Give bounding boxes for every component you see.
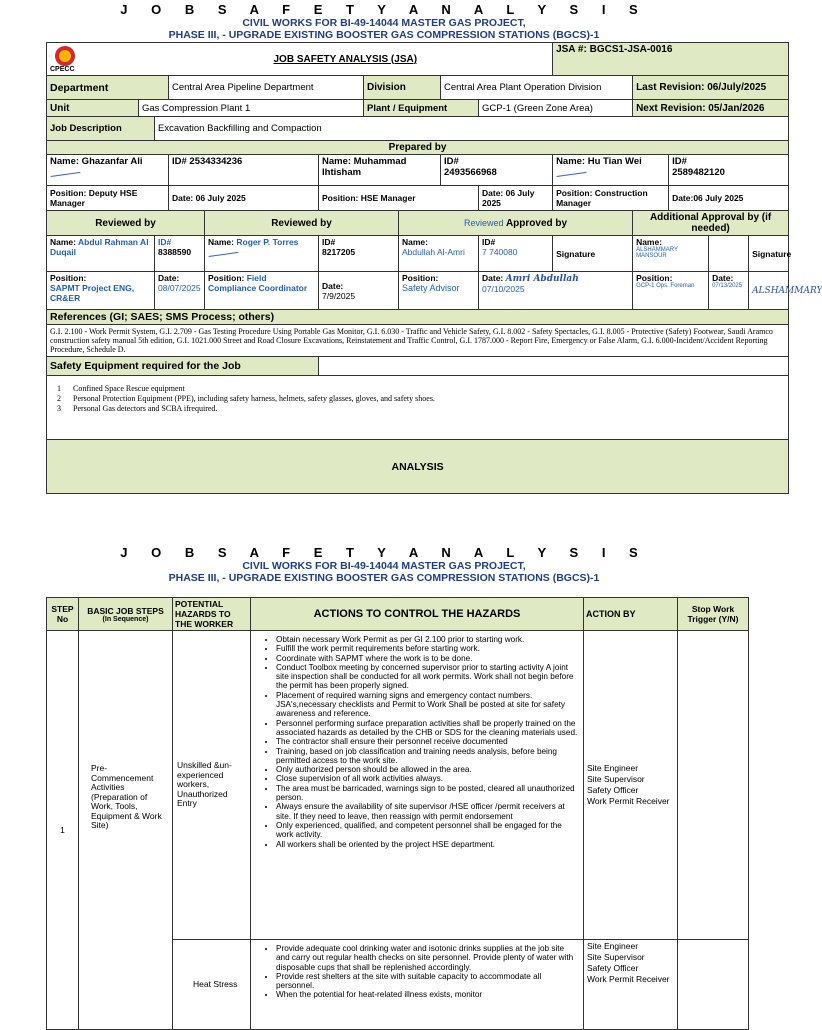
col-actions-header: ACTIONS TO CONTROL THE HAZARDS (251, 598, 584, 631)
additional-approver-position: Position: GCP-1 Ops. Foreman (633, 272, 709, 310)
preparer-1-date: Date: 06 July 2025 (169, 186, 319, 211)
preparer-1-signature (50, 165, 81, 177)
prepared-by-heading: Prepared by (47, 141, 789, 155)
project-line-2: PHASE III, - UPGRADE EXISTING BOOSTER GAS COMPRESSION STATIONS (BGCS)-1 (168, 29, 600, 41)
department-value: Central Area Pipeline Department (169, 76, 364, 100)
action-by-item: Site Supervisor (587, 952, 645, 962)
col-step-header: STEP No (47, 598, 79, 631)
preparer-3-date: Date:06 July 2025 (669, 186, 789, 211)
reviewed-note: Reviewed (463, 217, 504, 228)
action-by-item: Site Engineer (587, 763, 639, 773)
references-text: G.I. 2.100 - Work Permit System, G.I. 2.709 - Gas Testing Procedure Using Portable Gas Monitor, G.I. 6.030 - Traffic and Vehicle Safety, G.I. 8.002 - Safety Spectacles, G.I. 8.005 - Protective (Safety) Footwear, Saudi Aramco construction safety manual 5th edition, G.I. 1021.000 Street and Road Closure Excavations, Reinstatement and Traffic Control, G.I. 1787.000 - Report Fire, Emergency or False Alarm, G.I. 6.000-Incident/Accident Reporting Procedure, Schedule D. (47, 325, 789, 357)
action-item: • Close supervision of all work activities always. (276, 774, 580, 783)
last-revision: Last Revision: 06/July/2025 (633, 76, 789, 100)
action-by-item: Work Permit Receiver (587, 796, 670, 806)
additional-approver-blank (709, 236, 749, 272)
actions-list (276, 944, 580, 1000)
reviewer-2-id: ID# 8217205 (319, 236, 399, 272)
document-header-1 (0, 2, 768, 41)
jsa-form (46, 42, 822, 494)
action-by-item: Safety Officer (587, 963, 639, 973)
equipment-item: 3 Personal Gas detectors and SCBA ifrequired. (57, 404, 218, 413)
action-item: • Personnel performing surface preparation activities shall be properly trained on the associated hazards as detailed by the CHB or SDS for the cleaning materials used. (276, 719, 580, 738)
additional-approval-heading: Additional Approval by (if needed) (633, 211, 789, 236)
step-number: 1 (47, 631, 79, 1030)
reviewer-2-position: Position: Field Compliance Coordinator (205, 272, 319, 310)
department-label: Department (47, 76, 169, 100)
action-item: • Placement of required warning signs and emergency contact numbers. JSA's,necessary checklists and Permit to Work Shall be posted at site for safety awareness and reference. (276, 691, 580, 719)
additional-approver-date: Date: 07/13/2025 (709, 272, 749, 310)
reviewer-1-id: ID# 8388590 (155, 236, 205, 272)
basic-job-step: Pre-Commencement Activities (Preparation of Work, Tools, Equipment & Work Site) (79, 631, 173, 1030)
preparer-1-id: ID# 2534334236 (169, 155, 319, 186)
action-item: • Provide rest shelters at the site with suitable capacity to accommodate all personnel. (276, 972, 580, 991)
action-item: • All workers shall be oriented by the project HSE department. (276, 840, 580, 849)
action-item: • The contractor shall ensure their personnel receive documented (276, 737, 580, 746)
preparer-2-name: Name: Muhammad Ihtisham (319, 155, 441, 186)
cpecc-logo (50, 44, 136, 74)
form-title: JOB SAFETY ANALYSIS (JSA) (139, 43, 553, 76)
action-item: • The area must be barricaded, warnings sign to be posted, cleared all unauthorized person. (276, 784, 580, 803)
approver-id: ID# 7 740080 (479, 236, 553, 272)
logo-cell (47, 43, 139, 76)
reviewer-2-name: Name: Roger P. Torres (205, 236, 319, 272)
action-by-item: Site Engineer (587, 941, 639, 951)
approver-name: Name: Abdullah Al-Amri (399, 236, 479, 272)
stop-work-cell (678, 940, 749, 1030)
reviewed-by-heading-2: Reviewed by (205, 211, 399, 236)
approver-date: Date: Amri Abdullah 07/10/2025 (479, 272, 633, 310)
project-line-2: PHASE III, - UPGRADE EXISTING BOOSTER GAS COMPRESSION STATIONS (BGCS)-1 (168, 572, 600, 584)
safety-equipment-label: Safety Equipment required for the Job (47, 357, 319, 376)
preparer-1-position: Position: Deputy HSE Manager (47, 186, 169, 211)
plant-label: Plant / Equipment (364, 100, 479, 117)
next-revision: Next Revision: 05/Jan/2026 (633, 100, 789, 117)
preparer-2-position: Position: HSE Manager (319, 186, 479, 211)
approver-position: Position: Safety Advisor (399, 272, 479, 310)
equipment-item: 1 Confined Space Rescue equipment (57, 384, 185, 393)
action-by-cell (584, 940, 678, 1030)
action-by-item: Safety Officer (587, 785, 639, 795)
stop-work-cell (678, 631, 749, 940)
preparer-3-id: ID# 2589482120 (669, 155, 789, 186)
action-item: • Only authorized person should be allowed in the area. (276, 765, 580, 774)
action-by-cell (584, 631, 678, 940)
unit-label: Unit (47, 100, 139, 117)
table-row (47, 631, 749, 940)
col-action-by-header: ACTION BY (584, 598, 678, 631)
preparer-1-name: Name: Ghazanfar Ali (47, 155, 169, 186)
action-item: • Training, based on job classification and training needs analysis, before being permitted access to the work site. (276, 747, 580, 766)
actions-cell (251, 631, 584, 940)
action-item: • Provide adequate cool drinking water and isotonic drinks supplies at the job site and carry out regular health checks on site personnel. Provide plenty of water with disposable cups that shall be replenished accordingly. (276, 944, 580, 972)
approver-signature-label: Signature (553, 236, 633, 272)
unit-value: Gas Compression Plant 1 (139, 100, 364, 117)
action-item: • Coordinate with SAPMT where the work is to be done. (276, 654, 580, 663)
preparer-3-signature (556, 165, 587, 177)
action-by-item: Site Supervisor (587, 774, 645, 784)
preparer-2-date: Date: 06 July 2025 (479, 186, 553, 211)
action-item: • Obtain necessary Work Permit as per GI 2.100 prior to starting work. (276, 635, 580, 644)
additional-approver-signature-label: Signature (749, 236, 789, 272)
reviewer-1-date: Date: 08/07/2025 (155, 272, 205, 310)
jsa-number: JSA #: BGCS1-JSA-0016 (553, 43, 789, 76)
action-by-item: Work Permit Receiver (587, 974, 670, 984)
actions-list (276, 635, 580, 849)
additional-approver-signature: ALSHAMMARY (749, 272, 789, 310)
project-line-1: CIVIL WORKS FOR BI-49-14044 MASTER GAS PROJECT, (242, 560, 526, 572)
hazard-cell: Unskilled &un-experienced workers, Unauthorized Entry (173, 631, 251, 940)
approver-signature: Amri Abdullah (505, 274, 579, 284)
col-stop-work-header: Stop Work Trigger (Y/N) (678, 598, 749, 631)
reviewer-1-name: Name: Abdul Rahman Al Duqail (47, 236, 155, 272)
preparer-3-name: Name: Hu Tian Wei (553, 155, 669, 186)
analysis-table (46, 597, 749, 1030)
division-label: Division (364, 76, 441, 100)
safety-equipment-blank (319, 357, 789, 376)
hazard-cell: Heat Stress (173, 940, 251, 1030)
col-hazards-header: POTENTIAL HAZARDS TO THE WORKER (173, 598, 251, 631)
document-title: J O B S A F E T Y A N A L Y S I S (120, 2, 648, 17)
action-item: • Always ensure the availability of site supervisor /HSE officer /permit receivers at site. If they need to leave, then reassign with permit endorsement (276, 802, 580, 821)
job-description-label: Job Description (47, 117, 155, 141)
project-line-1: CIVIL WORKS FOR BI-49-14044 MASTER GAS PROJECT, (242, 17, 526, 29)
action-item: • Fulfill the work permit requirements before starting work. (276, 644, 580, 653)
document-header-2 (0, 545, 768, 584)
preparer-3-position: Position: Construction Manager (553, 186, 669, 211)
action-item: • Only experienced, qualified, and competent personnel shall be engaged for the work activity. (276, 821, 580, 840)
references-label: References (GI; SAES; SMS Process; others) (47, 310, 789, 325)
additional-approver-name: Name: ALSHAMMARY MANSOUR (633, 236, 709, 272)
reviewer-2-date: Date: 7/9/2025 (319, 272, 399, 310)
job-description-value: Excavation Backfilling and Compaction (155, 117, 789, 141)
logo-text: CPECC (50, 66, 75, 73)
equipment-item: 2 Personal Protection Equipment (PPE), including safety harness, helmets, safety glasses, gloves, and safety shoes. (57, 394, 435, 403)
col-basic-steps-header: BASIC JOB STEPS (In Sequence) (79, 598, 173, 631)
action-item: • When the potential for heat-related illness exists, monitor (276, 990, 580, 999)
actions-cell (251, 940, 584, 1030)
reviewer-2-signature (208, 245, 239, 257)
safety-equipment-list (47, 376, 789, 440)
reviewed-by-heading-1: Reviewed by (47, 211, 205, 236)
preparer-2-id: ID# 2493566968 (441, 155, 553, 186)
approved-by-heading: Reviewed Approved by (399, 211, 633, 236)
analysis-heading: ANALYSIS (47, 440, 789, 494)
reviewer-1-position: Position: SAPMT Project ENG, CR&ER (47, 272, 155, 310)
plant-value: GCP-1 (Green Zone Area) (479, 100, 633, 117)
document-title: J O B S A F E T Y A N A L Y S I S (120, 545, 648, 560)
division-value: Central Area Plant Operation Division (441, 76, 633, 100)
action-item: • Conduct Toolbox meeting by concerned supervisor prior to starting activity A joint site inspection shall be conducted for all work permits. Work shall not begin before the permit has been properly signed. (276, 663, 580, 691)
